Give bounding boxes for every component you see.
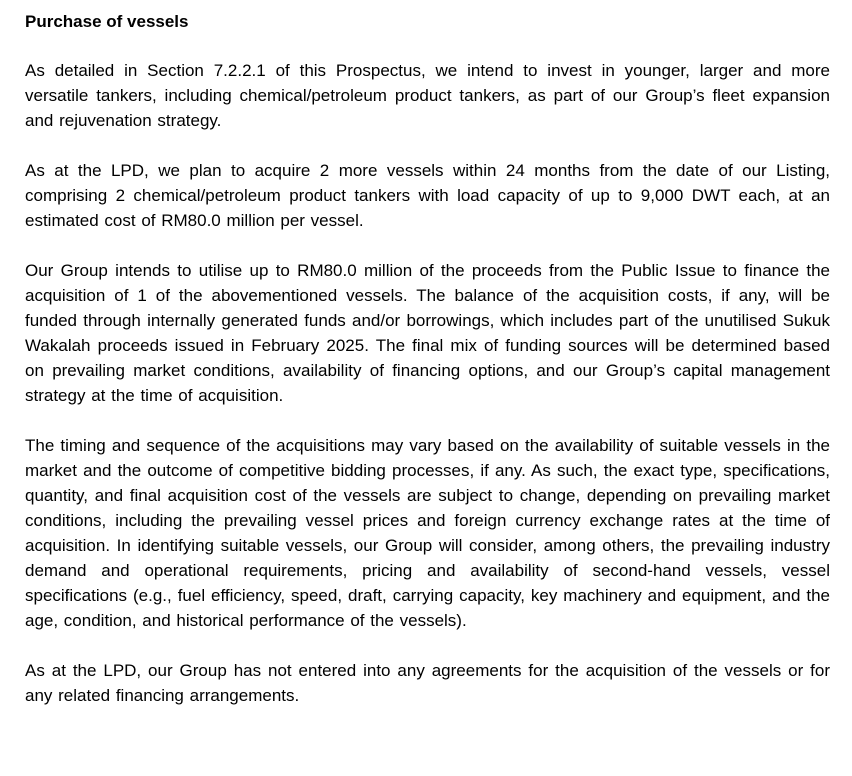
paragraph-intent-to-invest: As detailed in Section 7.2.2.1 of this Prospectus, we intend to invest in younger, larger and more versatile tankers, including chemical/petroleum product tankers, as part of our Group’s fleet expansion and rejuvenation strategy. — [25, 61, 830, 130]
paragraph-no-agreements: As at the LPD, our Group has not entered into any agreements for the acquisition of the vessels or for any related financing arrangements. — [25, 661, 830, 705]
paragraph-funding-sources: Our Group intends to utilise up to RM80.0 million of the proceeds from the Public Issue to finance the acquisition of 1 of the abovementioned vessels. The balance of the acquisition costs, if any, will be funded through internally generated funds and/or borrowings, which includes part of the unutilised Sukuk Wakalah proceeds issued in February 2025. The final mix of funding sources will be determined based on prevailing market conditions, availability of financing options, and our Group’s capital management strategy at the time of acquisition. — [25, 261, 830, 405]
paragraph-acquisition-plan: As at the LPD, we plan to acquire 2 more vessels within 24 months from the date of our Listing, comprising 2 chemical/petroleum product tankers with load capacity of up to 9,000 DWT each, at an estimated cost of RM80.0 million per vessel. — [25, 161, 830, 230]
section-heading: Purchase of vessels — [25, 12, 189, 31]
paragraph-timing-and-conditions: The timing and sequence of the acquisitions may vary based on the availability of suitable vessels in the market and the outcome of competitive bidding processes, if any. As such, the exact type, specifications, quantity, and final acquisition cost of the vessels are subject to change, depending on prevailing market conditions, including the prevailing vessel prices and foreign currency exchange rates at the time of acquisition. In identifying suitable vessels, our Group will consider, among others, the prevailing industry demand and operational requirements, pricing and availability of second-hand vessels, vessel specifications (e.g., fuel efficiency, speed, draft, carrying capacity, key machinery and equipment, and the age, condition, and historical performance of the vessels). — [25, 436, 830, 630]
